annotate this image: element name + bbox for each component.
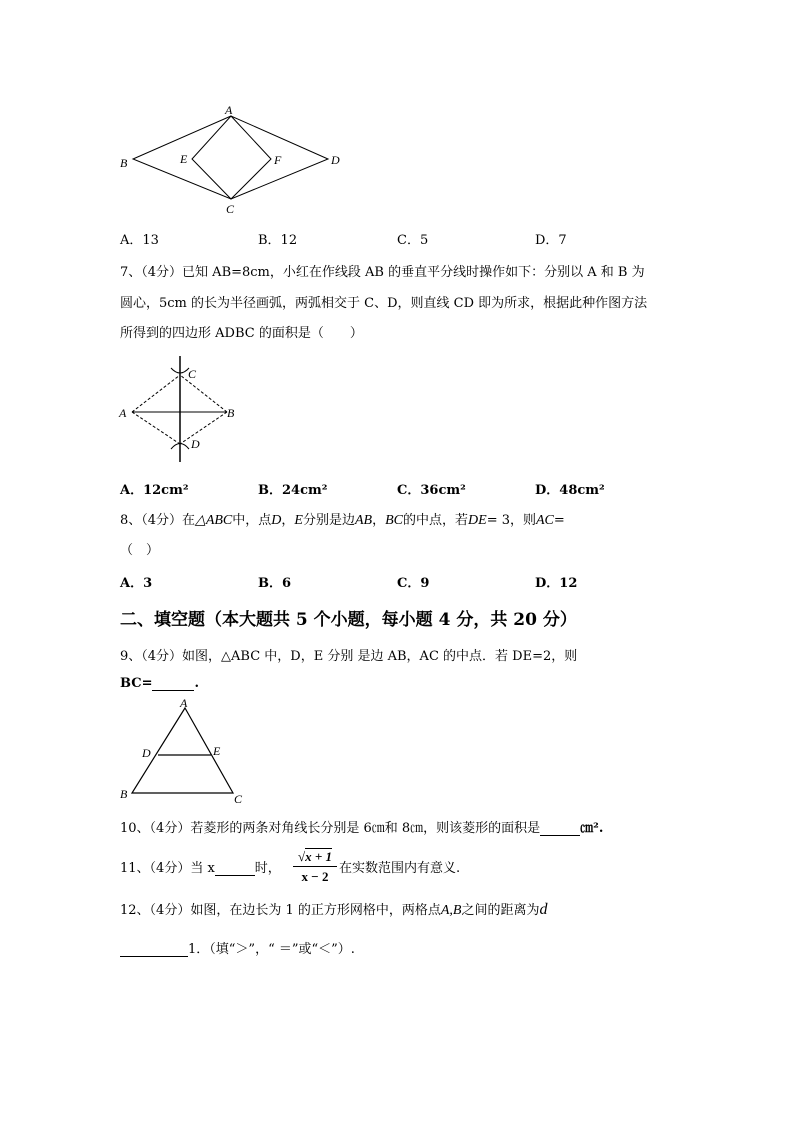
q12-line-2 xyxy=(120,938,355,957)
q10-line xyxy=(120,817,603,836)
q8-option-c: C．9 xyxy=(397,576,430,591)
q8-text-7: = 3，则 xyxy=(486,513,536,528)
q7-option-d: D．48cm² xyxy=(535,483,605,498)
q6-option-d: D．7 xyxy=(535,233,567,248)
q12-answer-blank[interactable] xyxy=(120,943,188,957)
fig9-label-C: C xyxy=(234,792,243,806)
q11-radicand: x + 1 xyxy=(305,849,333,864)
q11-numerator xyxy=(293,849,337,867)
q10-text: 10、（4分）若菱形的两条对角线长分别是 6㎝和 8㎝，则该菱形的面积是 xyxy=(120,821,541,836)
q11-suffix: 在实数范围内有意义. xyxy=(339,861,461,876)
fig9-label-D: D xyxy=(142,746,151,760)
q8-seg-de: DE xyxy=(468,513,487,528)
q9-figure xyxy=(115,695,250,807)
q8-text-2: 中，点 xyxy=(232,513,272,528)
q11-line xyxy=(120,857,281,876)
q8-text-8: = xyxy=(553,513,565,528)
q8-option-d: D．12 xyxy=(535,576,578,591)
q9-line-1: 9、（4分）如图，△ABC 中，D，E 分别 是边 AB，AC 的中点．若 DE=2，则 xyxy=(120,649,578,664)
q8-seg-bc: BC xyxy=(385,513,404,528)
fig7-label-C: C xyxy=(188,367,197,381)
q7-option-b: B．24cm² xyxy=(258,483,328,498)
q7-line-1: 7、（4分）已知 AB=8cm，小红在作线段 AB 的垂直平分线时操作如下：分别以 A 和 B 为 xyxy=(120,265,645,280)
q11-denominator: x − 2 xyxy=(301,869,329,884)
q9-line-2 xyxy=(120,676,199,691)
q8-text-3: ， xyxy=(281,513,295,528)
q12-d: d xyxy=(539,901,548,918)
q7-line-3: 所得到的四边形 ADBC 的面积是（ ） xyxy=(120,326,363,341)
q12-line-1 xyxy=(120,899,547,919)
fig6-label-A: A xyxy=(225,103,233,117)
q11-mid: 时， xyxy=(254,861,281,876)
q8-text-5: ， xyxy=(372,513,386,528)
fig9-label-A: A xyxy=(180,696,188,710)
q8-text-6: 的中点，若 xyxy=(403,513,469,528)
fig6-label-B: B xyxy=(120,156,128,170)
q8-seg-ab: AB xyxy=(355,513,373,528)
fig7-label-A: A xyxy=(119,406,127,420)
q11-answer-blank[interactable] xyxy=(215,862,255,876)
q8-answer-paren: （ ） xyxy=(120,543,160,558)
q12-text-2: 之间的距离为 xyxy=(461,903,540,918)
q8-text-4: 分别是边 xyxy=(302,513,355,528)
q8-option-a: A．3 xyxy=(120,576,153,591)
sqrt-sign-icon: √ xyxy=(297,849,306,864)
q7-option-c: C．36cm² xyxy=(397,483,466,498)
q6-option-b: B．12 xyxy=(258,233,298,248)
fig6-label-E: E xyxy=(180,152,188,166)
q8-line-1 xyxy=(120,509,565,529)
fig7-label-B: B xyxy=(227,406,235,420)
q6-option-a: A．13 xyxy=(120,233,159,248)
q7-option-a: A．12cm² xyxy=(120,483,189,498)
fig6-label-F: F xyxy=(274,153,282,167)
q9-bc-prefix: BC= xyxy=(120,676,153,691)
fig7-label-D: D xyxy=(191,437,200,451)
fig6-label-D: D xyxy=(331,153,340,167)
section-2-title: 二、填空题（本大题共 5 个小题，每小题 4 分，共 20 分） xyxy=(120,610,577,630)
fig9-label-B: B xyxy=(120,787,128,801)
q11-prefix: 11、（4分）当 x xyxy=(120,861,215,876)
q7-figure xyxy=(115,352,245,467)
q8-seg-ac: AC xyxy=(536,513,554,528)
q10-unit: ㎝². xyxy=(580,821,604,836)
q12-text-1: 12、（4分）如图，在边长为 1 的正方形网格中，两格点 xyxy=(120,903,441,918)
q8-triangle: △ABC xyxy=(195,513,233,528)
q11-fraction xyxy=(293,849,337,885)
q9-answer-blank[interactable] xyxy=(152,677,194,691)
q12-text-3: 1．（填“＞”，“ ＝”或“＜”）. xyxy=(188,942,355,957)
q8-point-e: E xyxy=(294,513,303,528)
q6-figure xyxy=(115,103,350,218)
q6-option-c: C．5 xyxy=(397,233,429,248)
fig9-label-E: E xyxy=(213,744,221,758)
q8-text-1: 8、（4分）在 xyxy=(120,513,196,528)
q12-points: A,B xyxy=(440,903,462,918)
q8-option-b: B．6 xyxy=(258,576,292,591)
q9-suffix: . xyxy=(194,676,199,691)
fig6-label-C: C xyxy=(226,202,235,216)
q8-point-d: D xyxy=(271,513,282,528)
q7-line-2: 圆心，5cm 的长为半径画弧，两弧相交于 C、D，则直线 CD 即为所求，根据此种作图方法 xyxy=(120,296,648,311)
q10-answer-blank[interactable] xyxy=(540,822,580,836)
